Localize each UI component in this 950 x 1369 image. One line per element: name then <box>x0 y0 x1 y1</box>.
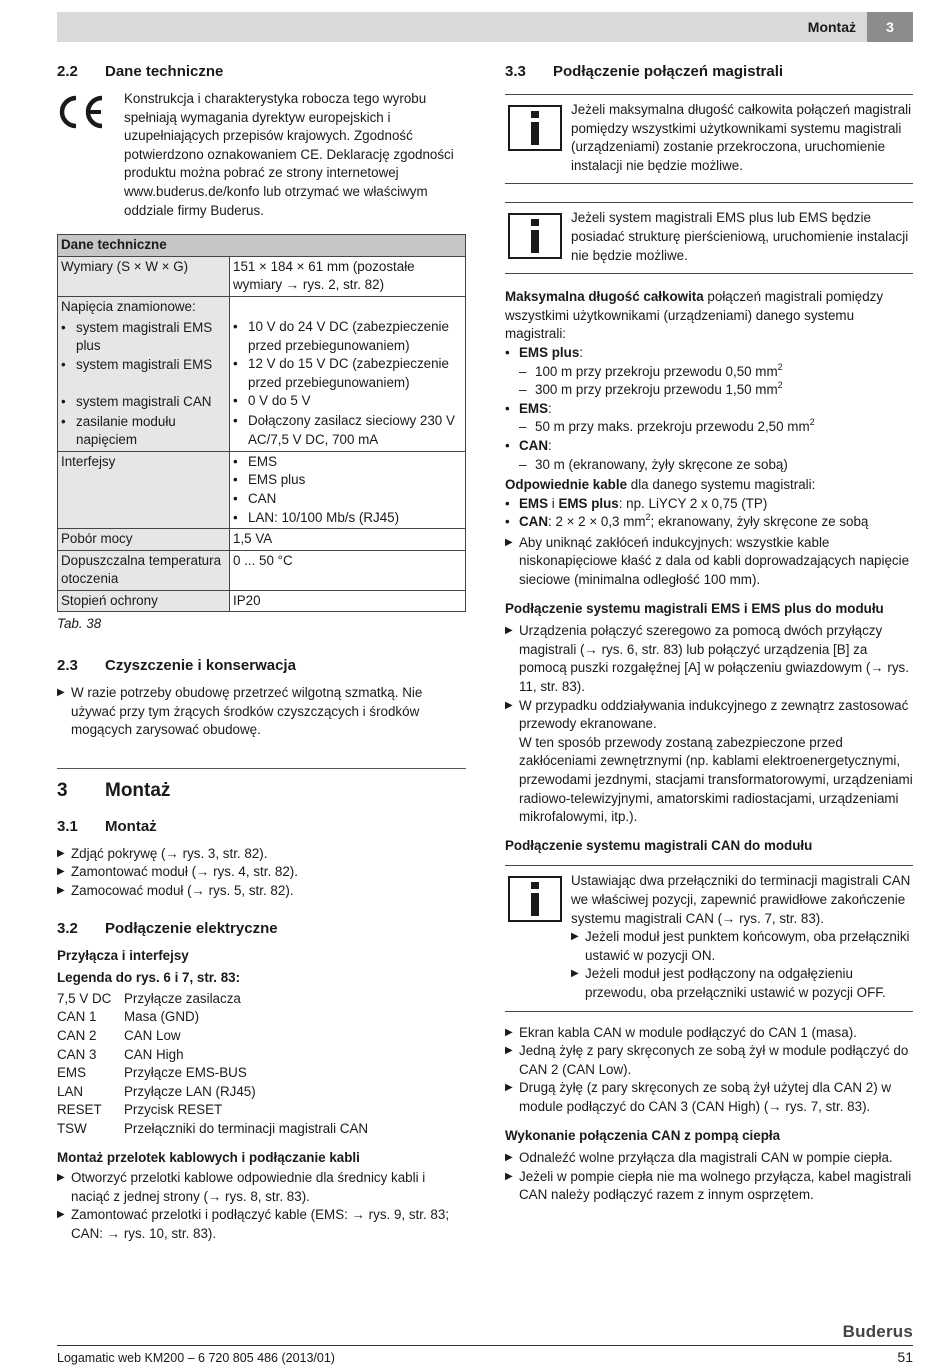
table-row: Interfejsy • EMS • EMS plus • CAN • LAN: 10/100 Mb/s (RJ45) <box>58 451 466 528</box>
instruction-item: ▶ Jeżeli moduł jest punktem końcowym, oba przełączniki ustawić w pozycji ON. <box>571 929 910 963</box>
right-column <box>505 62 913 1205</box>
list-item: – 50 m przy maks. przekroju przewodu 2,50 $mm^2$ <box>519 417 815 435</box>
subheading-can-connection: Podłączenie systemu magistrali CAN do modułu <box>505 837 813 853</box>
list-item: • EMS: <box>505 400 552 416</box>
table-row: Stopień ochrony IP20 <box>58 590 466 612</box>
info-box: Ustawiając dwa przełączniki do terminacji magistrali CAN we właściwej pozycji, zapewnić prawidłowe zakończenie systemu magistrali CAN (→ rys. 7, str. 83). ▶ Jeżeli moduł jest punktem końcowym, oba przełączniki ustawić w pozycji ON. ▶ Jeżeli moduł jest podłączony na odgałęzieniu przewodu, oba przełączniki ustawić w pozycji OFF. <box>505 865 913 1011</box>
instruction-item: ▶ W przypadku oddziaływania indukcyjnego z zewnątrz zastosować przewody ekranowane. W ten sposób przewody zostaną zabezpieczone przed zakłóceniami zewnętrznymi (np. kablami elektroenergetycznymi, przewodami jezdnymi, stacjami transformatorowymi, urządzeniami radiowo-telewizyjnymi, amatorskimi radiostacjami, urządzeniami mikrofalowymi, itp.). <box>505 697 913 825</box>
tech-data-table <box>57 234 466 612</box>
ce-text: Konstrukcja i charakterystyka robocza tego wyrobu spełniają wymagania dyrektyw europejskich i uzupełniających przepisów krajowych. Zgodność potwierdzono oznakowaniem CE. Deklarację zgodności produktu można pobrać ze strony internetowej www.buderus.de/konfo lub otrzymać we właściwym oddziale firmy Buderus. <box>124 91 454 218</box>
legend-list <box>57 990 466 1139</box>
table-row: Pobór mocy 1,5 VA <box>58 529 466 551</box>
list-item: – 100 m przy przekroju przewodu 0,50 $mm^2$ <box>519 361 783 379</box>
instruction-item: ▶ Odnaleźć wolne przyłącza dla magistrali CAN w pompie ciepła. <box>505 1150 893 1166</box>
list-item: – 30 m (ekranowany, żyły skręcone ze sobą) <box>519 456 788 472</box>
info-icon <box>508 213 562 259</box>
subheading-ems-connection: Podłączenie systemu magistrali EMS i EMS plus do modułu <box>505 600 884 616</box>
legend-item: 7,5 V DC Przyłącze zasilacza <box>57 990 241 1006</box>
section-3-3-heading: 3.3 Podłączenie połączeń magistrali <box>505 63 784 80</box>
table-row: Napięcia znamionowe: • system magistrali EMS plus • system magistrali EMS • system magistrali CAN • zasilanie modułu napięciem • 10 V do 24 V DC (zabezpieczenie przed przebiegunowaniem) • 12 V do 15 V DC (zabezpieczenie przed przebiegunowaniem) • 0 V do 5 V • Dołączony zasilacz sieciowy 230 V AC/7,5 V DC, 700 mA <box>58 296 466 451</box>
subheading-heatpump: Wykonanie połączenia CAN z pompą ciepła <box>505 1127 781 1143</box>
table-row: Wymiary (S × W × G) 151 × 184 × 61 mm (pozostałe wymiary → rys. 2, str. 82) <box>58 256 466 296</box>
instruction-item: ▶ Jedną żyłę z pary skręconych ze sobą żył w module podłączyć do CAN 2 (CAN Low). <box>505 1043 909 1077</box>
footer-rule <box>57 1345 913 1346</box>
list-item: – 300 m przy przekroju przewodu 1,50 $mm^2$ <box>519 380 783 398</box>
table-caption: Tab. 38 <box>57 616 102 632</box>
section-3-2-heading: 3.2 Podłączenie elektryczne <box>57 919 278 937</box>
section-2-3-heading: 2.3 Czyszczenie i konserwacja <box>57 657 296 675</box>
instruction-item: ▶ Aby uniknąć zakłóceń indukcyjnych: wszystkie kable niskonapięciowe kłaść z dala od kabli doprowadzających napięcie sieciowe (minimalna odległość 100 mm). <box>505 534 910 588</box>
legend-item: RESET Przycisk RESET <box>57 1102 223 1118</box>
footer-document-id: Logamatic web KM200 – 6 720 805 486 (2013/01) <box>57 1351 335 1365</box>
instruction-item: ▶ Zamocować moduł (→ rys. 5, str. 82). <box>57 883 294 899</box>
info-box: Jeżeli maksymalna długość całkowita połączeń magistrali pomiędzy wszystkimi użytkownikami systemu magistrali (urządzeniami) zostanie przekroczona, uruchomienie instalacji nie będzie możliwe. <box>505 94 913 184</box>
legend-title: Legenda do rys. 6 i 7, str. 83: <box>57 970 241 986</box>
list-item: • EMS plus: <box>505 344 583 360</box>
section-3-1-heading: 3.1 Montaż <box>57 817 157 835</box>
table-header: Dane techniczne <box>58 235 466 257</box>
legend-item: CAN 3 CAN High <box>57 1046 184 1062</box>
legend-item: TSW Przełączniki do terminacji magistrali CAN <box>57 1120 369 1136</box>
instruction-item: ▶ Zamontować moduł (→ rys. 4, str. 82). <box>57 864 298 880</box>
chapter-3-heading: 3 Montaż <box>57 779 171 801</box>
instruction-item: ▶ Ekran kabla CAN w module podłączyć do CAN 1 (masa). <box>505 1024 857 1040</box>
section-2-2-heading: 2.2 Dane techniczne <box>57 63 224 80</box>
ce-mark-icon <box>57 90 124 220</box>
header-chapter-number: 3 <box>867 12 913 42</box>
header-title: Montaż <box>807 19 856 35</box>
legend-item: LAN Przyłącze LAN (RJ45) <box>57 1083 256 1099</box>
ce-conformity <box>57 90 466 220</box>
info-icon <box>508 876 562 922</box>
brand-logo: Buderus <box>842 1322 913 1341</box>
instruction-item: ▶ Urządzenia połączyć szeregowo za pomocą dwóch przyłączy magistrali (→ rys. 6, str. 83) lub połączyć urządzenia [B] za pomocą puszki rozgałęźnej [A] w połączeniu gwiazdowym (→ rys. 11, str. 83). <box>505 623 909 695</box>
instruction-item: ▶ Zamontować przelotki i podłączyć kable (EMS: → rys. 9, str. 83; CAN: → rys. 10, str. 83). <box>57 1207 450 1241</box>
instruction-item: ▶ W razie potrzeby obudowę przetrzeć wilgotną szmatką. Nie używać przy tym żrących środków czyszczących i środków mogących zarysować obudowę. <box>57 685 423 738</box>
subheading-cable-glands: Montaż przelotek kablowych i podłączanie kabli <box>57 1149 360 1165</box>
max-length-paragraph: Maksymalna długość całkowita połączeń magistrali pomiędzy wszystkimi użytkownikami (urządzeniami) danego systemu magistrali: <box>505 289 884 342</box>
subheading-connectors: Przyłącza i interfejsy <box>57 947 189 963</box>
info-box: Jeżeli system magistrali EMS plus lub EMS będzie posiadać strukturę pierścieniową, uruchomienie instalacji nie będzie możliwe. <box>505 202 913 274</box>
instruction-item: ▶ Zdjąć pokrywę (→ rys. 3, str. 82). <box>57 845 268 861</box>
chapter-rule <box>57 768 466 803</box>
list-item: • CAN: <box>505 437 552 453</box>
instruction-item: ▶ Jeżeli moduł jest podłączony na odgałęzieniu przewodu, oba przełączniki ustawić w pozycji OFF. <box>571 966 886 1000</box>
list-item: • EMS i EMS plus: np. LiYCY 2 x 0,75 (TP) <box>505 495 768 511</box>
running-header <box>57 12 913 42</box>
page-number: 51 <box>897 1349 913 1365</box>
info-icon <box>508 105 562 151</box>
instruction-item: ▶ Otworzyć przelotki kablowe odpowiednie dla średnicy kabli i naciąć z jednej strony (→ rys. 8, str. 83). <box>57 1170 426 1204</box>
instruction-item: ▶ Jeżeli w pompie ciepła nie ma wolnego przyłącza, kabel magistrali CAN należy podłączyć razem z innym osprzętem. <box>505 1168 912 1203</box>
instruction-item: ▶ Drugą żyłę (z pary skręconych ze sobą żył użytej dla CAN 2) w module podłączyć do CAN 3 (CAN High) (→ rys. 7, str. 83). <box>505 1080 892 1114</box>
list-item: • CAN: 2 × 2 × 0,3 $mm^2$; ekranowany, żyły skręcone ze sobą <box>505 512 869 530</box>
table-row: Dopuszczalna temperatura otoczenia 0 ... 50 °C <box>58 550 466 590</box>
left-column <box>57 62 466 1244</box>
legend-item: CAN 1 Masa (GND) <box>57 1009 200 1025</box>
cables-paragraph: Odpowiednie kable dla danego systemu magistrali: <box>505 477 816 493</box>
legend-item: EMS Przyłącze EMS-BUS <box>57 1065 247 1081</box>
legend-item: CAN 2 CAN Low <box>57 1028 181 1043</box>
